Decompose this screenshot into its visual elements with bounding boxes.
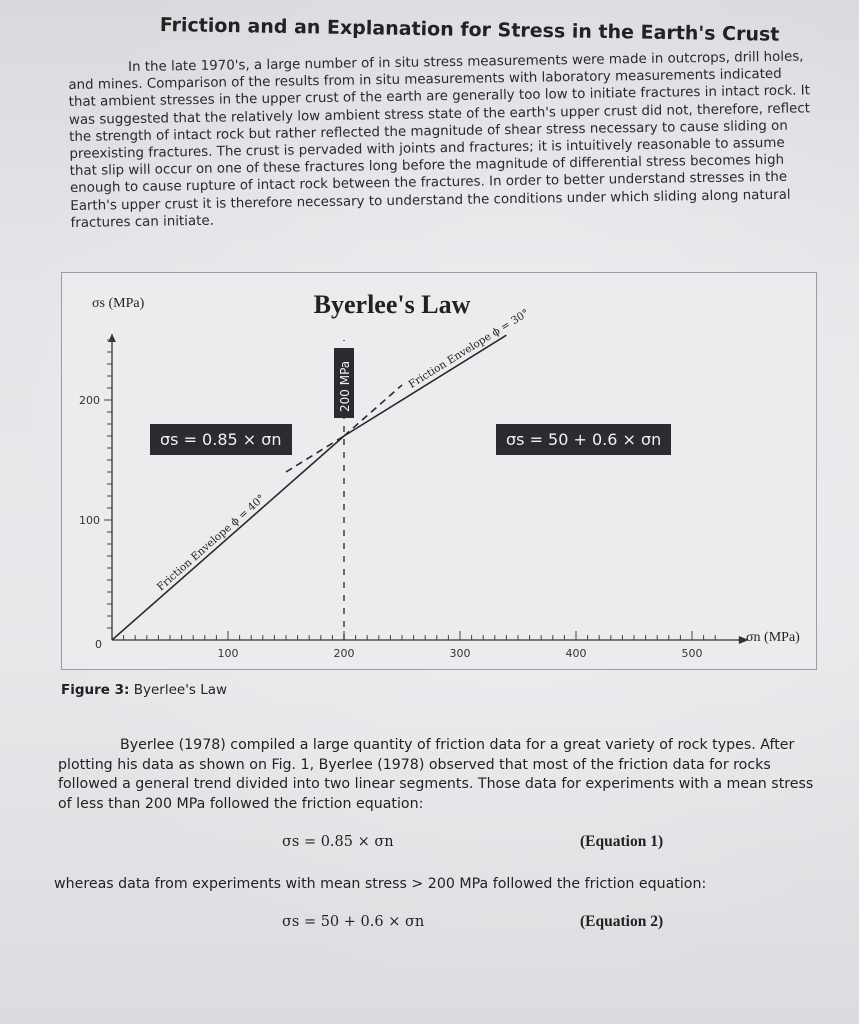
x-tick-label: 100 [217, 647, 239, 660]
envelope-label-40: Friction Envelope ϕ = 40° [154, 492, 268, 594]
x-tick-label: 200 [333, 647, 355, 660]
y-tick-label: 200 [79, 394, 100, 407]
y-tick-label: 100 [79, 514, 100, 527]
x-tick-label: 300 [449, 647, 471, 660]
caption-text: Byerlee's Law [133, 682, 228, 698]
figure-caption [61, 682, 227, 698]
x-tick-label: 500 [681, 647, 703, 660]
caption-label: Figure 3: [61, 682, 130, 698]
equation-2-label: (Equation 2) [580, 913, 664, 930]
equation-1: σs = 0.85 × σn [282, 834, 394, 850]
intro-paragraph: In the late 1970's, a large number of in situ stress measurements were made in outcrops, drill holes, and mines. Comparison of the results from in situ measurements with laboratory measurements indicated that ambient stresses in the upper crust of the earth are generally too low to initiate fractures in intact rock. It was suggested that the relatively low ambient stress state of the earth's upper crust did not, therefore, reflect the strength of intact rock but rather reflected the magnitude of shear stress necessary to cause sliding on preexisting fractures. The crust is pervaded with joints and fractures; it is intuitively reasonable to assume that slip will occur on one of these fractures long before the magnitude of differential stress becomes high enough to cause rupture of intact rock between the fractures. In order to better understand stresses in the Earth's upper crust it is therefore necessary to understand the conditions under which sliding along natural fractures can initiate. [68, 49, 811, 231]
vertical-line-label: 200 MPa [338, 360, 352, 412]
envelope-label-30: Friction Envelope ϕ = 30° [406, 307, 532, 391]
equation-box-high: σs = 50 + 0.6 × σn [496, 424, 671, 455]
y-axis-title: σs (MPa) [92, 296, 145, 311]
x-axis-title: σn (MPa) [746, 630, 800, 645]
body-paragraph: Byerlee (1978) compiled a large quantity of friction data for a great variety of rock types. After plotting his data as shown on Fig. 1, Byerlee (1978) observed that most of the friction data for rocks followed a general trend divided into two linear segments. Those data for experiments with a mean stress of less than 200 MPa followed the friction equation: [58, 737, 814, 812]
y-axis-arrow [108, 334, 116, 342]
equation-2: σs = 50 + 0.6 × σn [282, 914, 425, 930]
equation-box-low: σs = 0.85 × σn [150, 424, 292, 455]
x-tick-label: 400 [565, 647, 587, 660]
byerlee-chart [62, 273, 816, 669]
origin-label: 0 [95, 638, 102, 651]
equation-1-label: (Equation 1) [580, 833, 664, 850]
series-line-2 [344, 335, 506, 436]
chart-title: Byerlee's Law [313, 290, 471, 319]
byerlee-figure [61, 272, 817, 670]
page-title: Friction and an Explanation for Stress in the Earth's Crust [159, 14, 780, 46]
whereas-text: whereas data from experiments with mean stress > 200 MPa followed the friction equation: [54, 876, 707, 892]
series-line-0 [112, 436, 344, 640]
series-line-3 [286, 436, 344, 472]
